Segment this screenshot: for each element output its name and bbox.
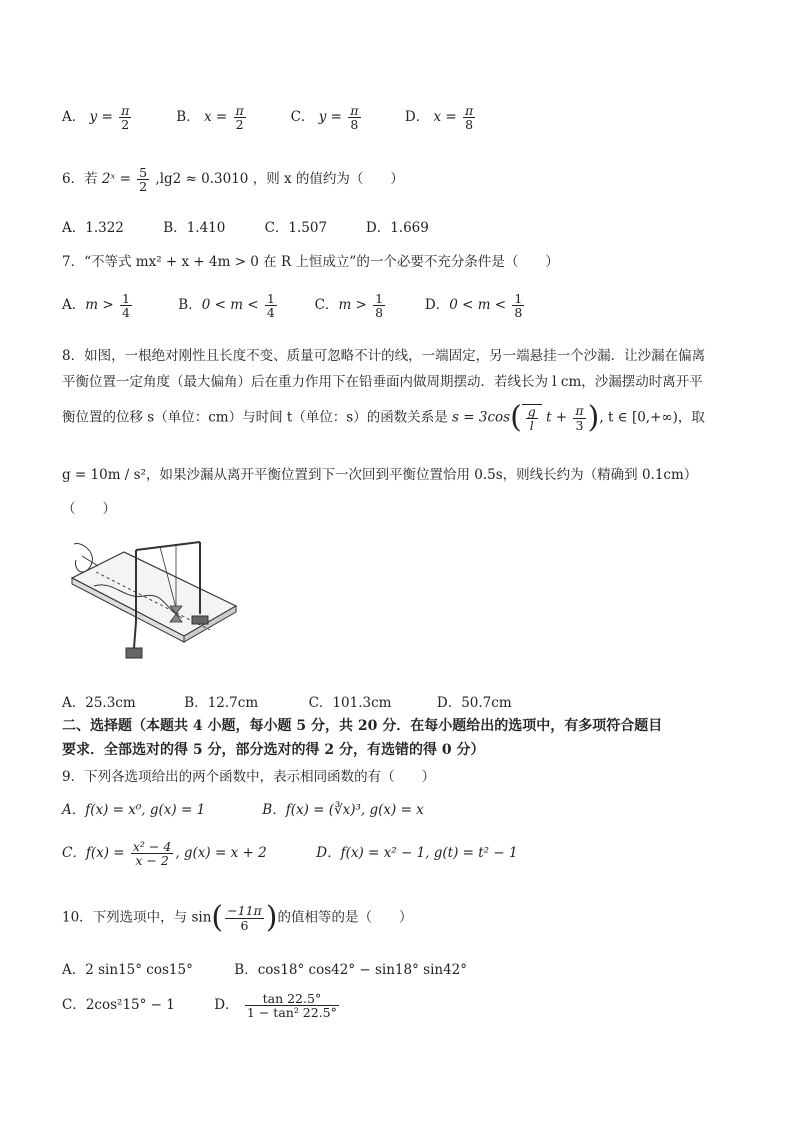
q6-option-d[interactable]: D．1.669 <box>365 220 429 236</box>
q7-option-a[interactable]: A．m > $\frac{1}{4}$ <box>62 291 130 321</box>
q5-option-b[interactable]: B． x = $\frac{\pi}{2}$ <box>176 103 244 133</box>
q7-option-d[interactable]: D．0 < m < $\frac{1}{8}$ <box>424 291 523 321</box>
q9-options-ab <box>62 798 424 818</box>
q5-option-c[interactable]: C． y = $\frac{\pi}{8}$ <box>290 103 359 133</box>
q7-option-c[interactable]: C．m > $\frac{1}{8}$ <box>314 291 384 321</box>
q5-option-d[interactable]: D． x = $\frac{\pi}{8}$ <box>404 103 474 133</box>
q6-options <box>62 216 463 236</box>
q7-options <box>62 292 526 319</box>
q8-line-1: 8．如图，一根绝对刚性且长度不变、质量可忽略不计的线，一端固定，另一端悬挂一个沙漏．让沙漏在偏离 <box>62 348 706 364</box>
q6-option-b[interactable]: B．1.410 <box>163 220 226 236</box>
q7-option-b[interactable]: B．0 < m < $\frac{1}{4}$ <box>178 291 275 321</box>
q9-options-cd <box>62 840 518 867</box>
q10-option-a[interactable]: A．2 sin15° cos15° <box>62 962 193 978</box>
q10-options-cd <box>62 992 341 1019</box>
q10-option-b[interactable]: B．cos18° cos42° − sin18° sin42° <box>234 962 468 978</box>
q8-line-5: （ ） <box>62 501 116 517</box>
q7-stem: 7．“不等式 mx² + x + 4m > 0 在 R 上恒成立”的一个必要不充分条件是（ ） <box>62 254 559 270</box>
q8-option-b[interactable]: B．12.7cm <box>184 695 259 711</box>
q8-option-c[interactable]: C．101.3cm <box>308 695 392 711</box>
q9-option-b[interactable]: B．f(x) = (∛x)³, g(x) = x <box>262 802 424 818</box>
q6-stem: 6．若 2ˣ = $\frac{5}{2}$ ,lg2 ≈ 0.3010 ，则 x 的值约为（ ） <box>62 165 404 195</box>
q8-line-4: g = 10m / s²，如果沙漏从离开平衡位置到下一次回到平衡位置恰用 0.5s，则线长约为（精确到 0.1cm） <box>62 467 698 483</box>
q8-line-2: 平衡位置一定角度（最大偏角）后在重力作用下在铅垂面内做周期摆动．若线长为 l cm，沙漏摆动时离开平 <box>62 374 703 390</box>
q6-option-a[interactable]: A．1.322 <box>62 220 124 236</box>
q5-option-a[interactable]: A． y = $\frac{\pi}{2}$ <box>62 103 130 133</box>
q9-stem: 9．下列各选项给出的两个函数中，表示相同函数的有（ ） <box>62 769 436 785</box>
q5-options <box>62 104 515 131</box>
q10-options-ab <box>62 958 467 978</box>
q10-option-c[interactable]: C．2cos²15° − 1 <box>62 997 175 1014</box>
q8-options <box>62 691 512 711</box>
q9-option-a[interactable]: A．f(x) = x⁰, g(x) = 1 <box>62 802 206 818</box>
q9-option-c[interactable]: C．f(x) = $\frac{\text{x² − 4}}{x - 2}$ , g(x) = x + 2 <box>62 839 267 869</box>
q10-stem: 10．下列选项中，与 sin( $\frac{-11\pi}{6}$ )的值相等的是（ ） <box>62 900 413 935</box>
q10-option-d[interactable]: D． $\frac{\tan 22.5^\circ}{\text{1 − tan² 22.5°}}$ <box>214 991 337 1021</box>
section-2-heading-line-1: 二、选择题（本题共 4 小题，每小题 5 分，共 20 分．在每小题给出的选项中，有多项符合题目 <box>62 718 663 734</box>
pendulum-figure <box>64 538 244 666</box>
q8-option-d[interactable]: D．50.7cm <box>436 695 512 711</box>
q9-option-d[interactable]: D．f(x) = x² − 1, g(t) = t² − 1 <box>316 845 518 862</box>
q8-line-3: 衡位置的位移 s（单位：cm）与时间 t（单位：s）的函数关系是 s = 3cos( $\frac{g}{l}$ t + $\frac{\pi}{3}$ ), t ∈ [0,+∞)，取 <box>62 400 705 435</box>
q8-option-a[interactable]: A．25.3cm <box>62 695 136 711</box>
q6-option-c[interactable]: C．1.507 <box>264 220 328 236</box>
section-2-heading-line-2: 要求．全部选对的得 5 分，部分选对的得 2 分，有选错的得 0 分） <box>62 742 485 758</box>
